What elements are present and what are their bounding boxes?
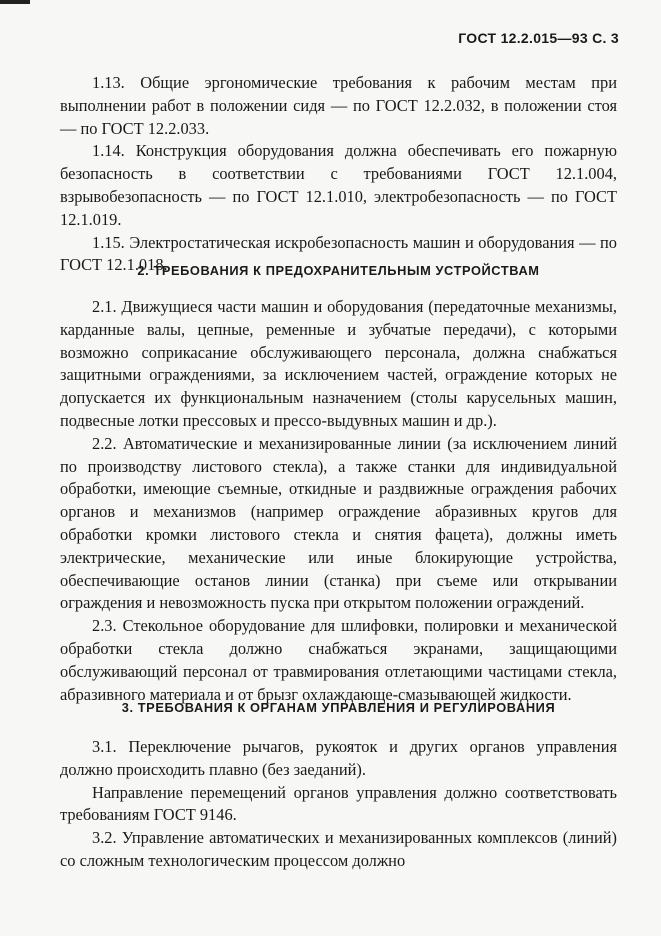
section-3-heading: 3. ТРЕБОВАНИЯ К ОРГАНАМ УПРАВЛЕНИЯ И РЕГУЛИРОВАНИЯ [121, 700, 556, 715]
scan-corner-mark [0, 0, 30, 4]
paragraph-1-15: 1.15. Электростатическая искробезопасность машин и оборудования — по ГОСТ 12.1.018. [60, 232, 617, 275]
paragraph-3-1: 3.1. Переключение рычагов, рукояток и других органов управления должно происходить плавно (без заеданий). [60, 737, 617, 779]
paragraph-3-2: 3.2. Управление автоматических и механизированных комплексов (линий) со сложным технологическим процессом должно [60, 828, 617, 870]
paragraph-2-1: 2.1. Движущиеся части машин и оборудования (передаточные механизмы, карданные валы, цепные, ременные и зубчатые передачи), с которыми возможно соприкасание обслуживающего персонала, должна снабжаться защитными ограждениями, за исключением частей, ограждение которых не допускается их функциональным назначением (столы карусельных машин, подвесные лотки прессовых и прессо-выдувных машин и др.). [60, 297, 617, 430]
paragraph-2-2: 2.2. Автоматические и механизированные линии (за исключением линий по производству листового стекла), а также станки для индивидуальной обработки, имеющие съемные, откидные и раздвижные ограждения рабочих органов и механизмов (например ограждение абразивных кругов для обработки кромки листового стекла и снятия фацета), должны иметь электрические, механические или иные блокирующие устройства, обеспечивающие останов линии (станка) при съеме или открывании ограждения и невозможность пуска при открытом положении ограждений. [60, 433, 617, 613]
section-3-body [60, 736, 617, 873]
section-2-body [60, 296, 617, 706]
paragraph-1-13: 1.13. Общие эргономические требования к рабочим местам при выполнении работ в положении сидя — по ГОСТ 12.2.032, в положении стоя — по ГОСТ 12.2.033. [60, 73, 617, 138]
running-header: ГОСТ 12.2.015—93 С. 3 [458, 30, 619, 46]
paragraph-1-14: 1.14. Конструкция оборудования должна обеспечивать его пожарную безопасность в соответствии с требованиями ГОСТ 12.1.004, взрывобезопасность — по ГОСТ 12.1.010, электробезопасность — по ГОСТ 12.1.019. [60, 141, 617, 229]
section-2-heading: 2. ТРЕБОВАНИЯ К ПРЕДОХРАНИТЕЛЬНЫМ УСТРОЙСТВАМ [137, 263, 540, 278]
paragraph-3-1-direction: Направление перемещений органов управления должно соответствовать требованиям ГОСТ 9146. [60, 782, 617, 825]
paragraph-2-3: 2.3. Стекольное оборудование для шлифовки, полировки и механической обработки стекла должно снабжаться экранами, защищающими обслуживающий персонал от травмирования отлетающими частицами стекла, абразивного материала и от брызг охлаждающе-смазывающей жидкости. [60, 616, 617, 704]
clauses-1-13-to-1-15 [60, 72, 617, 277]
